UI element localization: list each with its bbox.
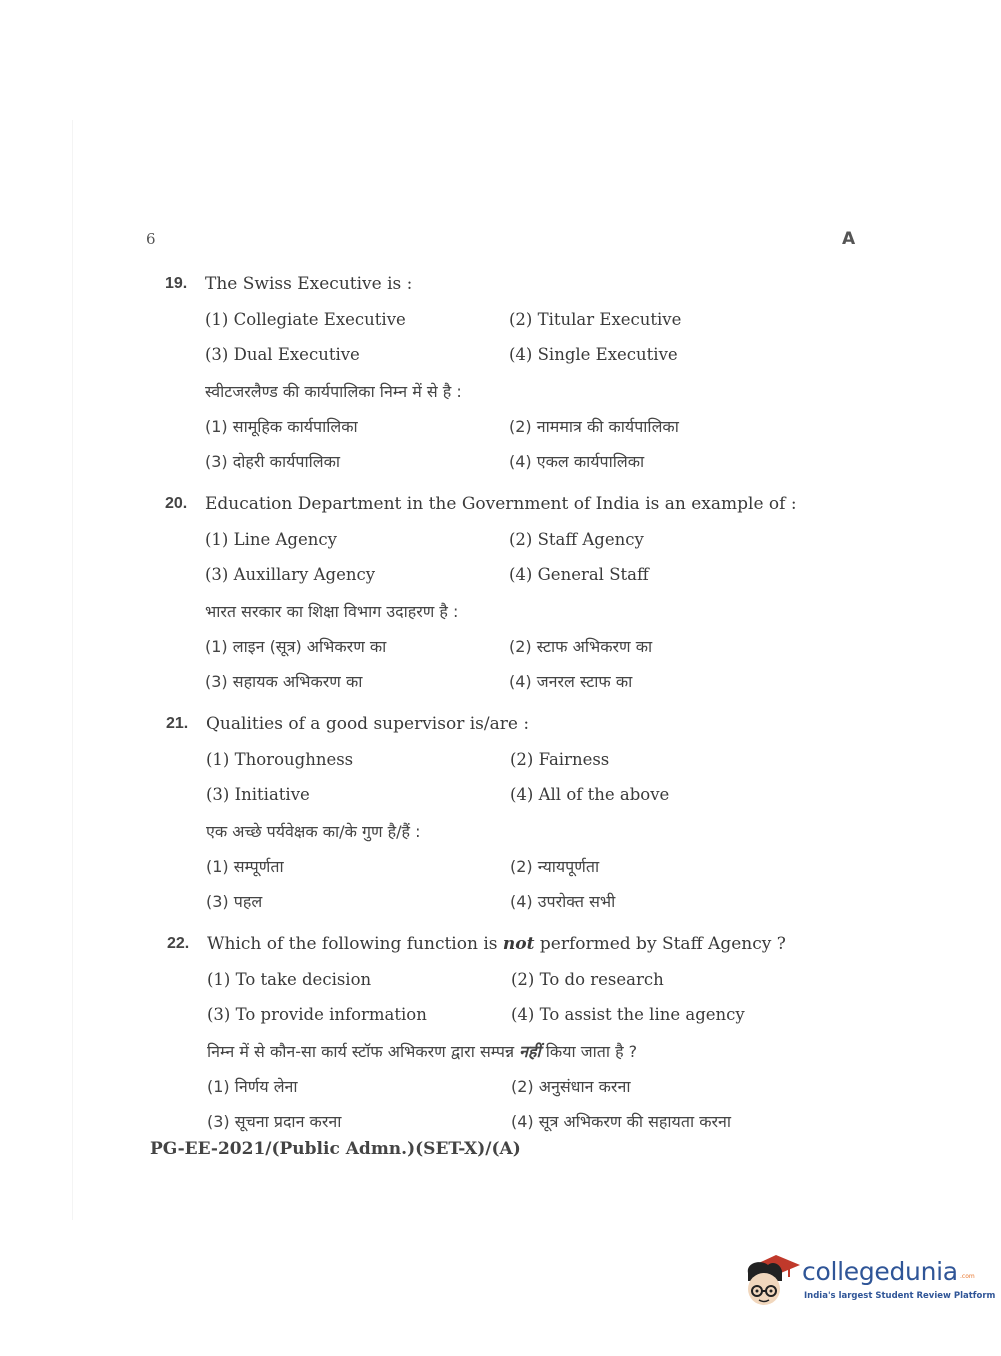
hindi-text-part: निम्न में से कौन-सा कार्य स्टॉफ अभिकरण द्वारा सम्पन्न xyxy=(207,1042,520,1061)
hindi-text-emphasis: नहीं xyxy=(519,1042,541,1061)
logo-tagline: India's largest Student Review Platform xyxy=(804,1291,996,1301)
option-4-hindi: (4) सूत्र अभिकरण की सहायता करना xyxy=(511,1112,732,1131)
question-number: 19. xyxy=(165,275,188,292)
option-2: (2) Fairness xyxy=(510,750,610,769)
option-3-hindi: (3) सूचना प्रदान करना xyxy=(207,1112,342,1131)
option-3: (3) To provide information xyxy=(207,1005,427,1024)
option-1-hindi: (1) निर्णय लेना xyxy=(207,1077,298,1096)
option-1-hindi: (1) सामूहिक कार्यपालिका xyxy=(205,417,358,436)
option-4: (4) Single Executive xyxy=(509,345,678,364)
option-1: (1) To take decision xyxy=(207,970,372,989)
option-3-hindi: (3) दोहरी कार्यपालिका xyxy=(205,452,341,471)
scan-edge-line xyxy=(72,120,73,1220)
mascot-icon xyxy=(742,1251,802,1311)
question-number: 20. xyxy=(165,495,188,512)
option-1: (1) Line Agency xyxy=(205,530,337,549)
option-4: (4) General Staff xyxy=(509,565,649,584)
question-text xyxy=(207,934,786,954)
question-text-hindi: एक अच्छे पर्यवेक्षक का/के गुण है/हैं : xyxy=(206,822,421,841)
question-text: Qualities of a good supervisor is/are : xyxy=(206,714,530,734)
logo-wordmark: collegedunia xyxy=(802,1257,958,1286)
question-number: 21. xyxy=(166,715,189,732)
question-text-hindi: स्वीटजरलैण्ड की कार्यपालिका निम्न में से है : xyxy=(205,382,462,401)
option-4-hindi: (4) जनरल स्टाफ का xyxy=(509,672,633,691)
option-4-hindi: (4) उपरोक्त सभी xyxy=(510,892,616,911)
set-letter: A xyxy=(842,229,856,249)
logo-dotcom: .com xyxy=(960,1273,975,1280)
page-number: 6 xyxy=(146,230,156,248)
option-3: (3) Auxillary Agency xyxy=(205,565,376,584)
question-text-part: performed by Staff Agency ? xyxy=(534,934,786,954)
question-text-emphasis: not xyxy=(502,934,535,954)
option-3-hindi: (3) सहायक अभिकरण का xyxy=(205,672,363,691)
option-2-hindi: (2) स्टाफ अभिकरण का xyxy=(509,637,653,656)
option-4: (4) To assist the line agency xyxy=(511,1005,745,1024)
question-number: 22. xyxy=(167,935,190,952)
option-2: (2) To do research xyxy=(511,970,664,989)
option-2-hindi: (2) अनुसंधान करना xyxy=(511,1077,631,1096)
option-3: (3) Dual Executive xyxy=(205,345,360,364)
option-2: (2) Staff Agency xyxy=(509,530,644,549)
option-1-hindi: (1) लाइन (सूत्र) अभिकरण का xyxy=(205,637,387,656)
option-1-hindi: (1) सम्पूर्णता xyxy=(206,857,284,876)
option-2-hindi: (2) नाममात्र की कार्यपालिका xyxy=(509,417,679,436)
option-4: (4) All of the above xyxy=(510,785,670,804)
question-text-hindi: भारत सरकार का शिक्षा विभाग उदाहरण है : xyxy=(205,602,459,621)
option-1: (1) Thoroughness xyxy=(206,750,354,769)
paper-code-footer: PG-EE-2021/(Public Admn.)(SET-X)/(A) xyxy=(150,1139,521,1159)
question-text: The Swiss Executive is : xyxy=(205,274,413,294)
option-2-hindi: (2) न्यायपूर्णता xyxy=(510,857,600,876)
option-3-hindi: (3) पहल xyxy=(206,892,263,911)
question-text-hindi xyxy=(207,1040,637,1062)
hindi-text-part: किया जाता है ? xyxy=(540,1042,638,1061)
option-1: (1) Collegiate Executive xyxy=(205,310,406,329)
question-text: Education Department in the Government of India is an example of : xyxy=(205,494,797,514)
option-2: (2) Titular Executive xyxy=(509,310,682,329)
question-text-part: Which of the following function is xyxy=(207,934,503,954)
collegedunia-logo xyxy=(742,1251,996,1311)
option-4-hindi: (4) एकल कार्यपालिका xyxy=(509,452,645,471)
option-3: (3) Initiative xyxy=(206,785,310,804)
